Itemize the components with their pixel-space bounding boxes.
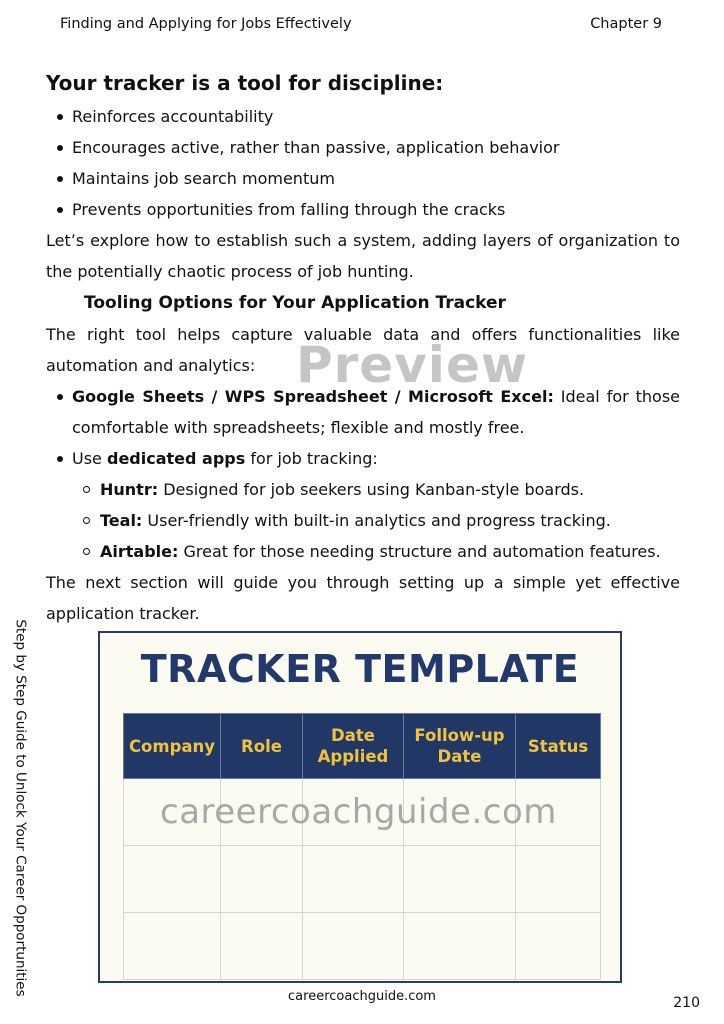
intro-paragraph: Let’s explore how to establish such a system, adding layers of organization to the potentially chaotic process of job hunting. (46, 231, 680, 281)
table-cell (303, 913, 404, 980)
apps-bold: dedicated apps (106, 449, 246, 468)
column-header-follow-up-date: Follow-up Date (404, 714, 516, 779)
running-head (60, 16, 662, 32)
column-header-company: Company (124, 714, 221, 779)
list-item: Encourages active, rather than passive, application behavior (46, 132, 680, 163)
table-cell (516, 913, 601, 980)
tracker-title: TRACKER TEMPLATE (140, 647, 580, 691)
column-header-status: Status (516, 714, 601, 779)
list-item: Maintains job search momentum (46, 163, 680, 194)
table-cell (404, 913, 516, 980)
next-section-paragraph: The next section will guide you through setting up a simple yet effective application tracker. (46, 573, 680, 623)
tracker-header-row (124, 714, 601, 779)
site-watermark: careercoachguide.com (160, 792, 557, 832)
subheading: Tooling Options for Your Application Tracker (84, 293, 506, 313)
footer-url: careercoachguide.com (288, 989, 436, 1004)
table-cell (221, 846, 303, 913)
tools-paragraph: The right tool helps capture valuable data and offers functionalities like automation and analytics: (46, 325, 680, 375)
list-item: Reinforces accountability (46, 101, 680, 132)
table-cell (124, 846, 221, 913)
table-cell (221, 913, 303, 980)
app-desc: User-friendly with built-in analytics and progress tracking. (142, 511, 611, 530)
side-book-title-text: Step by Step Guide to Unlock Your Career Opportunities (13, 619, 30, 997)
running-head-chapter: Chapter 9 (590, 16, 662, 32)
column-header-date-applied: Date Applied (303, 714, 404, 779)
list-item: Prevents opportunities from falling through the cracks (46, 194, 680, 225)
list-item (46, 505, 680, 536)
table-cell (516, 846, 601, 913)
spreadsheet-desc: Ideal for those comfortable with spreadsheets; flexible and mostly free. (72, 387, 681, 437)
app-name: Airtable: (100, 542, 179, 561)
table-row (124, 913, 601, 980)
running-head-title: Finding and Applying for Jobs Effectively (60, 16, 352, 32)
preview-watermark: Preview (296, 336, 529, 394)
table-cell (303, 846, 404, 913)
app-desc: Great for those needing structure and automation features. (178, 542, 661, 561)
tracker-table (123, 713, 601, 980)
side-book-title (12, 619, 30, 997)
spreadsheet-names: Google Sheets / WPS Spreadsheet / Microsoft Excel: (72, 387, 554, 406)
table-cell (404, 846, 516, 913)
page-number: 210 (673, 995, 700, 1011)
list-item (46, 474, 680, 505)
tools-list (46, 381, 680, 474)
discipline-list (46, 101, 680, 225)
apps-list (46, 474, 680, 567)
app-name: Teal: (100, 511, 143, 530)
app-desc: Designed for job seekers using Kanban-style boards. (158, 480, 585, 499)
app-name: Huntr: (100, 480, 159, 499)
list-item-apps (46, 443, 680, 474)
apps-prefix: Use (72, 449, 107, 468)
section-heading: Your tracker is a tool for discipline: (46, 71, 444, 95)
apps-suffix: for job tracking: (245, 449, 378, 468)
table-row (124, 846, 601, 913)
table-cell (124, 913, 221, 980)
list-item (46, 536, 680, 567)
column-header-role: Role (221, 714, 303, 779)
